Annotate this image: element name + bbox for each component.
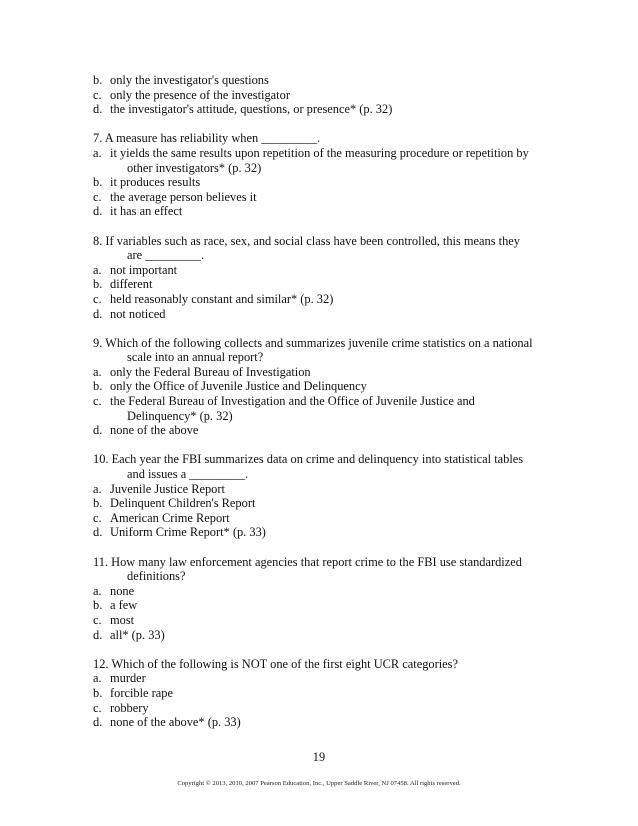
- answer-option: [93, 102, 563, 117]
- option-text: robbery: [110, 700, 149, 715]
- option-text: it yields the same results upon repetition of the measuring procedure or repetition by: [110, 145, 529, 160]
- question-text: 11. How many law enforcement agencies that report crime to the FBI use standardized: [93, 554, 522, 569]
- question-text: 10. Each year the FBI summarizes data on crime and delinquency into statistical tables: [93, 452, 524, 467]
- answer-option: [93, 73, 563, 88]
- option-text: it produces results: [110, 175, 201, 190]
- question-block: [93, 336, 563, 438]
- answer-option: [93, 277, 563, 292]
- option-letter: c.: [93, 394, 102, 409]
- question-block: [93, 555, 563, 643]
- option-letter: d.: [93, 715, 103, 730]
- option-text: the Federal Bureau of Investigation and the Office of Juvenile Justice and: [110, 394, 475, 409]
- question-line: [93, 555, 563, 570]
- question-text: 9. Which of the following collects and summarizes juvenile crime statistics on a national: [93, 335, 533, 350]
- option-text: Uniform Crime Report* (p. 33): [110, 525, 266, 540]
- option-letter: a.: [93, 262, 102, 277]
- option-letter: d.: [93, 423, 103, 438]
- question-line: [93, 657, 563, 672]
- question-block: [93, 657, 563, 730]
- question-text: scale into an annual report?: [127, 350, 264, 365]
- option-text: Juvenile Justice Report: [110, 481, 225, 496]
- answer-option: [93, 423, 563, 438]
- option-letter: c.: [93, 612, 102, 627]
- copyright-notice: Copyright © 2013, 2010, 2007 Pearson Education, Inc., Upper Saddle River, NJ 07458. All rights reserved.: [177, 780, 461, 787]
- option-text: forcible rape: [110, 685, 173, 700]
- question-block: [93, 73, 563, 117]
- question-block: [93, 131, 563, 219]
- question-text: definitions?: [127, 569, 186, 584]
- answer-option: [93, 613, 563, 628]
- option-letter: d.: [93, 627, 103, 642]
- option-text: American Crime Report: [110, 510, 230, 525]
- question-block: [93, 234, 563, 322]
- option-letter: b.: [93, 379, 103, 394]
- option-text: the average person believes it: [110, 189, 257, 204]
- answer-option: [93, 511, 563, 526]
- option-text: none: [110, 583, 135, 598]
- answer-option: [93, 584, 563, 599]
- question-line: [93, 248, 563, 263]
- answer-option: [93, 292, 563, 307]
- option-text: Delinquent Children's Report: [110, 496, 256, 511]
- question-text: and issues a _________.: [127, 467, 249, 482]
- option-letter: c.: [93, 189, 102, 204]
- answer-option: [93, 628, 563, 643]
- answer-option: [93, 715, 563, 730]
- option-text: not noticed: [110, 306, 166, 321]
- option-letter: [93, 569, 110, 584]
- question-block: [93, 452, 563, 540]
- option-letter: [93, 161, 110, 176]
- answer-option: [93, 88, 563, 103]
- question-line: [93, 569, 563, 584]
- question-text: 12. Which of the following is NOT one of the first eight UCR categories?: [93, 656, 458, 671]
- answer-option: [93, 175, 563, 190]
- option-letter: d.: [93, 306, 103, 321]
- answer-option: [93, 307, 563, 322]
- question-line: [93, 452, 563, 467]
- option-text: most: [110, 612, 135, 627]
- answer-option: [93, 671, 563, 686]
- option-text: none of the above* (p. 33): [110, 715, 241, 730]
- answer-option: [93, 379, 563, 394]
- option-text: murder: [110, 671, 146, 686]
- option-letter: a.: [93, 583, 102, 598]
- option-text: held reasonably constant and similar* (p. 32): [110, 291, 334, 306]
- option-text: all* (p. 33): [110, 627, 165, 642]
- option-text: only the Federal Bureau of Investigation: [110, 364, 311, 379]
- question-text: are _________.: [127, 248, 205, 263]
- question-line: [93, 409, 563, 424]
- option-text: only the Office of Juvenile Justice and Delinquency: [110, 379, 367, 394]
- question-text: Delinquency* (p. 32): [127, 408, 233, 423]
- answer-option: [93, 598, 563, 613]
- document-body: [93, 73, 563, 744]
- option-letter: a.: [93, 145, 102, 160]
- option-text: only the presence of the investigator: [110, 87, 290, 102]
- answer-option: [93, 263, 563, 278]
- option-letter: d.: [93, 204, 103, 219]
- option-text: it has an effect: [110, 204, 183, 219]
- option-letter: [93, 409, 110, 424]
- option-letter: b.: [93, 496, 103, 511]
- option-letter: d.: [93, 525, 103, 540]
- option-letter: [93, 248, 110, 263]
- answer-option: [93, 394, 563, 409]
- answer-option: [93, 190, 563, 205]
- answer-option: [93, 686, 563, 701]
- option-letter: b.: [93, 685, 103, 700]
- option-text: a few: [110, 598, 138, 613]
- answer-option: [93, 365, 563, 380]
- answer-option: [93, 482, 563, 497]
- option-text: none of the above: [110, 423, 199, 438]
- option-letter: c.: [93, 700, 102, 715]
- option-letter: c.: [93, 87, 102, 102]
- question-line: [93, 161, 563, 176]
- option-letter: [93, 350, 110, 365]
- question-text: 7. A measure has reliability when _________.: [93, 131, 321, 146]
- option-letter: b.: [93, 175, 103, 190]
- option-letter: [93, 467, 110, 482]
- option-text: the investigator's attitude, questions, or presence* (p. 32): [110, 102, 393, 117]
- question-line: [93, 131, 563, 146]
- option-letter: a.: [93, 481, 102, 496]
- option-letter: b.: [93, 277, 103, 292]
- option-letter: c.: [93, 510, 102, 525]
- option-letter: a.: [93, 364, 102, 379]
- option-text: different: [110, 277, 153, 292]
- answer-option: [93, 701, 563, 716]
- option-letter: d.: [93, 102, 103, 117]
- answer-option: [93, 146, 563, 161]
- option-letter: a.: [93, 671, 102, 686]
- question-line: [93, 467, 563, 482]
- question-line: [93, 336, 563, 351]
- question-text: 8. If variables such as race, sex, and social class have been controlled, this means they: [93, 233, 520, 248]
- option-text: only the investigator's questions: [110, 73, 269, 87]
- page-number: 19: [312, 750, 326, 764]
- option-letter: b.: [93, 598, 103, 613]
- answer-option: [93, 525, 563, 540]
- question-text: other investigators* (p. 32): [127, 160, 262, 175]
- answer-option: [93, 496, 563, 511]
- question-line: [93, 234, 563, 249]
- answer-option: [93, 204, 563, 219]
- question-line: [93, 350, 563, 365]
- option-letter: c.: [93, 291, 102, 306]
- option-text: not important: [110, 262, 178, 277]
- option-letter: b.: [93, 73, 103, 87]
